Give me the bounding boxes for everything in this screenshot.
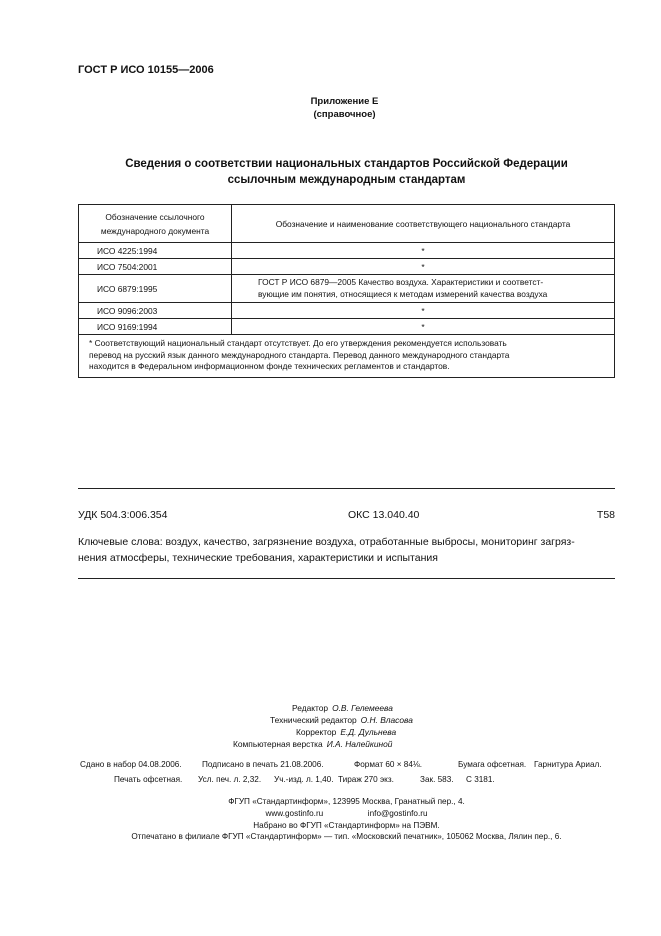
group-code: Т58 [596,509,615,521]
section-title-line-2: ссылочным международным стандартам [227,174,466,186]
imprint-paper: Бумага офсетная. [458,760,527,769]
table-footnote-row [79,335,615,378]
credit-role: Редактор [292,703,329,713]
imprint-typeset-date: Сдано в набор 04.08.2006. [80,760,182,769]
national-standard-cell: * [232,319,615,335]
column-header-reference-document: Обозначение ссылочного международного документа [79,205,232,243]
divider-top [78,488,615,489]
table-header-row [79,205,615,243]
imprint-format: Формат 60 × 84⅛. [354,760,423,769]
footnote-line: перевод на русский язык данного международного стандарта. Перевод данного международного стандарта [89,349,510,360]
national-standard-cell: * [232,303,615,319]
document-designation: ГОСТ Р ИСО 10155—2006 [78,64,214,76]
udk-code: УДК 504.3:006.354 [78,509,168,521]
publisher-address: ФГУП «Стандартинформ», 123995 Москва, Гранатный пер., 4. [228,797,465,806]
section-title-line-1: Сведения о соответствии национальных стандартов Российской Федерации [125,158,568,170]
credit-role: Компьютерная верстка [233,739,323,749]
imprint-pub-sheets: Уч.-изд. л. 1,40. [274,775,334,784]
reference-code-cell: ИСО 6879:1995 [79,275,232,303]
credit-person: Е.Д. Дульнева [340,727,397,737]
national-standard-cell: * [232,243,615,259]
reference-code-cell: ИСО 4225:1994 [79,243,232,259]
publisher-contacts [78,808,615,820]
oks-code: ОКС 13.040.40 [348,509,420,521]
credit-tech-editor [270,714,413,726]
keywords-line: Ключевые слова: воздух, качество, загрязнение воздуха, отработанные выбросы, мониторинг загряз- [78,536,575,548]
publisher-printed-note: Отпечатано в филиале ФГУП «Стандартинформ» — тип. «Московский печатник», 105062 Москва, Лялин пер., 6. [131,832,562,842]
publisher-typeset-note: Набрано во ФГУП «Стандартинформ» на ПЭВМ. [253,820,440,830]
imprint-code: С 3181. [466,775,495,784]
reference-code-cell: ИСО 7504:2001 [79,259,232,275]
national-standard-line: вующие им понятия, относящиеся к методам измерений качества воздуха [258,288,548,299]
appendix-status: (справочное) [313,109,376,120]
credit-person: О.В. Гелемеева [332,703,393,713]
imprint-run: Тираж 270 экз. [338,775,394,784]
national-standard-cell [232,275,615,303]
divider-bottom [78,578,615,579]
credit-proofreader [296,726,396,738]
credit-editor [292,702,393,714]
imprint-order: Зак. 583. [420,775,454,784]
keywords [78,534,618,566]
section-title [78,156,615,188]
reference-code-cell: ИСО 9169:1994 [79,319,232,335]
publisher-website: www.gostinfo.ru [265,808,324,818]
table-row [79,259,615,275]
table-row [79,303,615,319]
table-row [79,319,615,335]
footnote-line: находится в Федеральном информационном фонде технических регламентов и стандартов. [89,361,450,371]
credit-person: И.А. Налейкиной [326,739,393,749]
correspondence-table [78,204,615,378]
imprint-signed-date: Подписано в печать 21.08.2006. [202,760,324,769]
imprint-typeface: Гарнитура Ариал. [534,760,602,769]
national-standard-cell: * [232,259,615,275]
credit-role: Технический редактор [270,715,357,725]
national-standard-line: ГОСТ Р ИСО 6879—2005 Качество воздуха. Характеристики и соответст- [258,277,544,287]
table-row [79,243,615,259]
footnote-line: * Соответствующий национальный стандарт отсутствует. До его утверждения рекомендуется использовать [89,338,507,348]
publisher-block [78,796,615,843]
column-header-national-standard: Обозначение и наименование соответствующего национального стандарта [232,205,615,243]
imprint-printing: Печать офсетная. [114,775,183,784]
reference-code-cell: ИСО 9096:2003 [79,303,232,319]
credit-layout [233,738,392,750]
table-footnote [79,335,615,378]
imprint-sheets: Усл. печ. л. 2,32. [198,775,262,784]
credit-person: О.Н. Власова [360,715,413,725]
publisher-email: info@gostinfo.ru [367,808,428,818]
credit-role: Корректор [296,727,337,737]
keywords-line: нения атмосферы, технические требования, характеристики и испытания [78,552,438,564]
appendix-title: Приложение Е [310,96,379,107]
table-row [79,275,615,303]
